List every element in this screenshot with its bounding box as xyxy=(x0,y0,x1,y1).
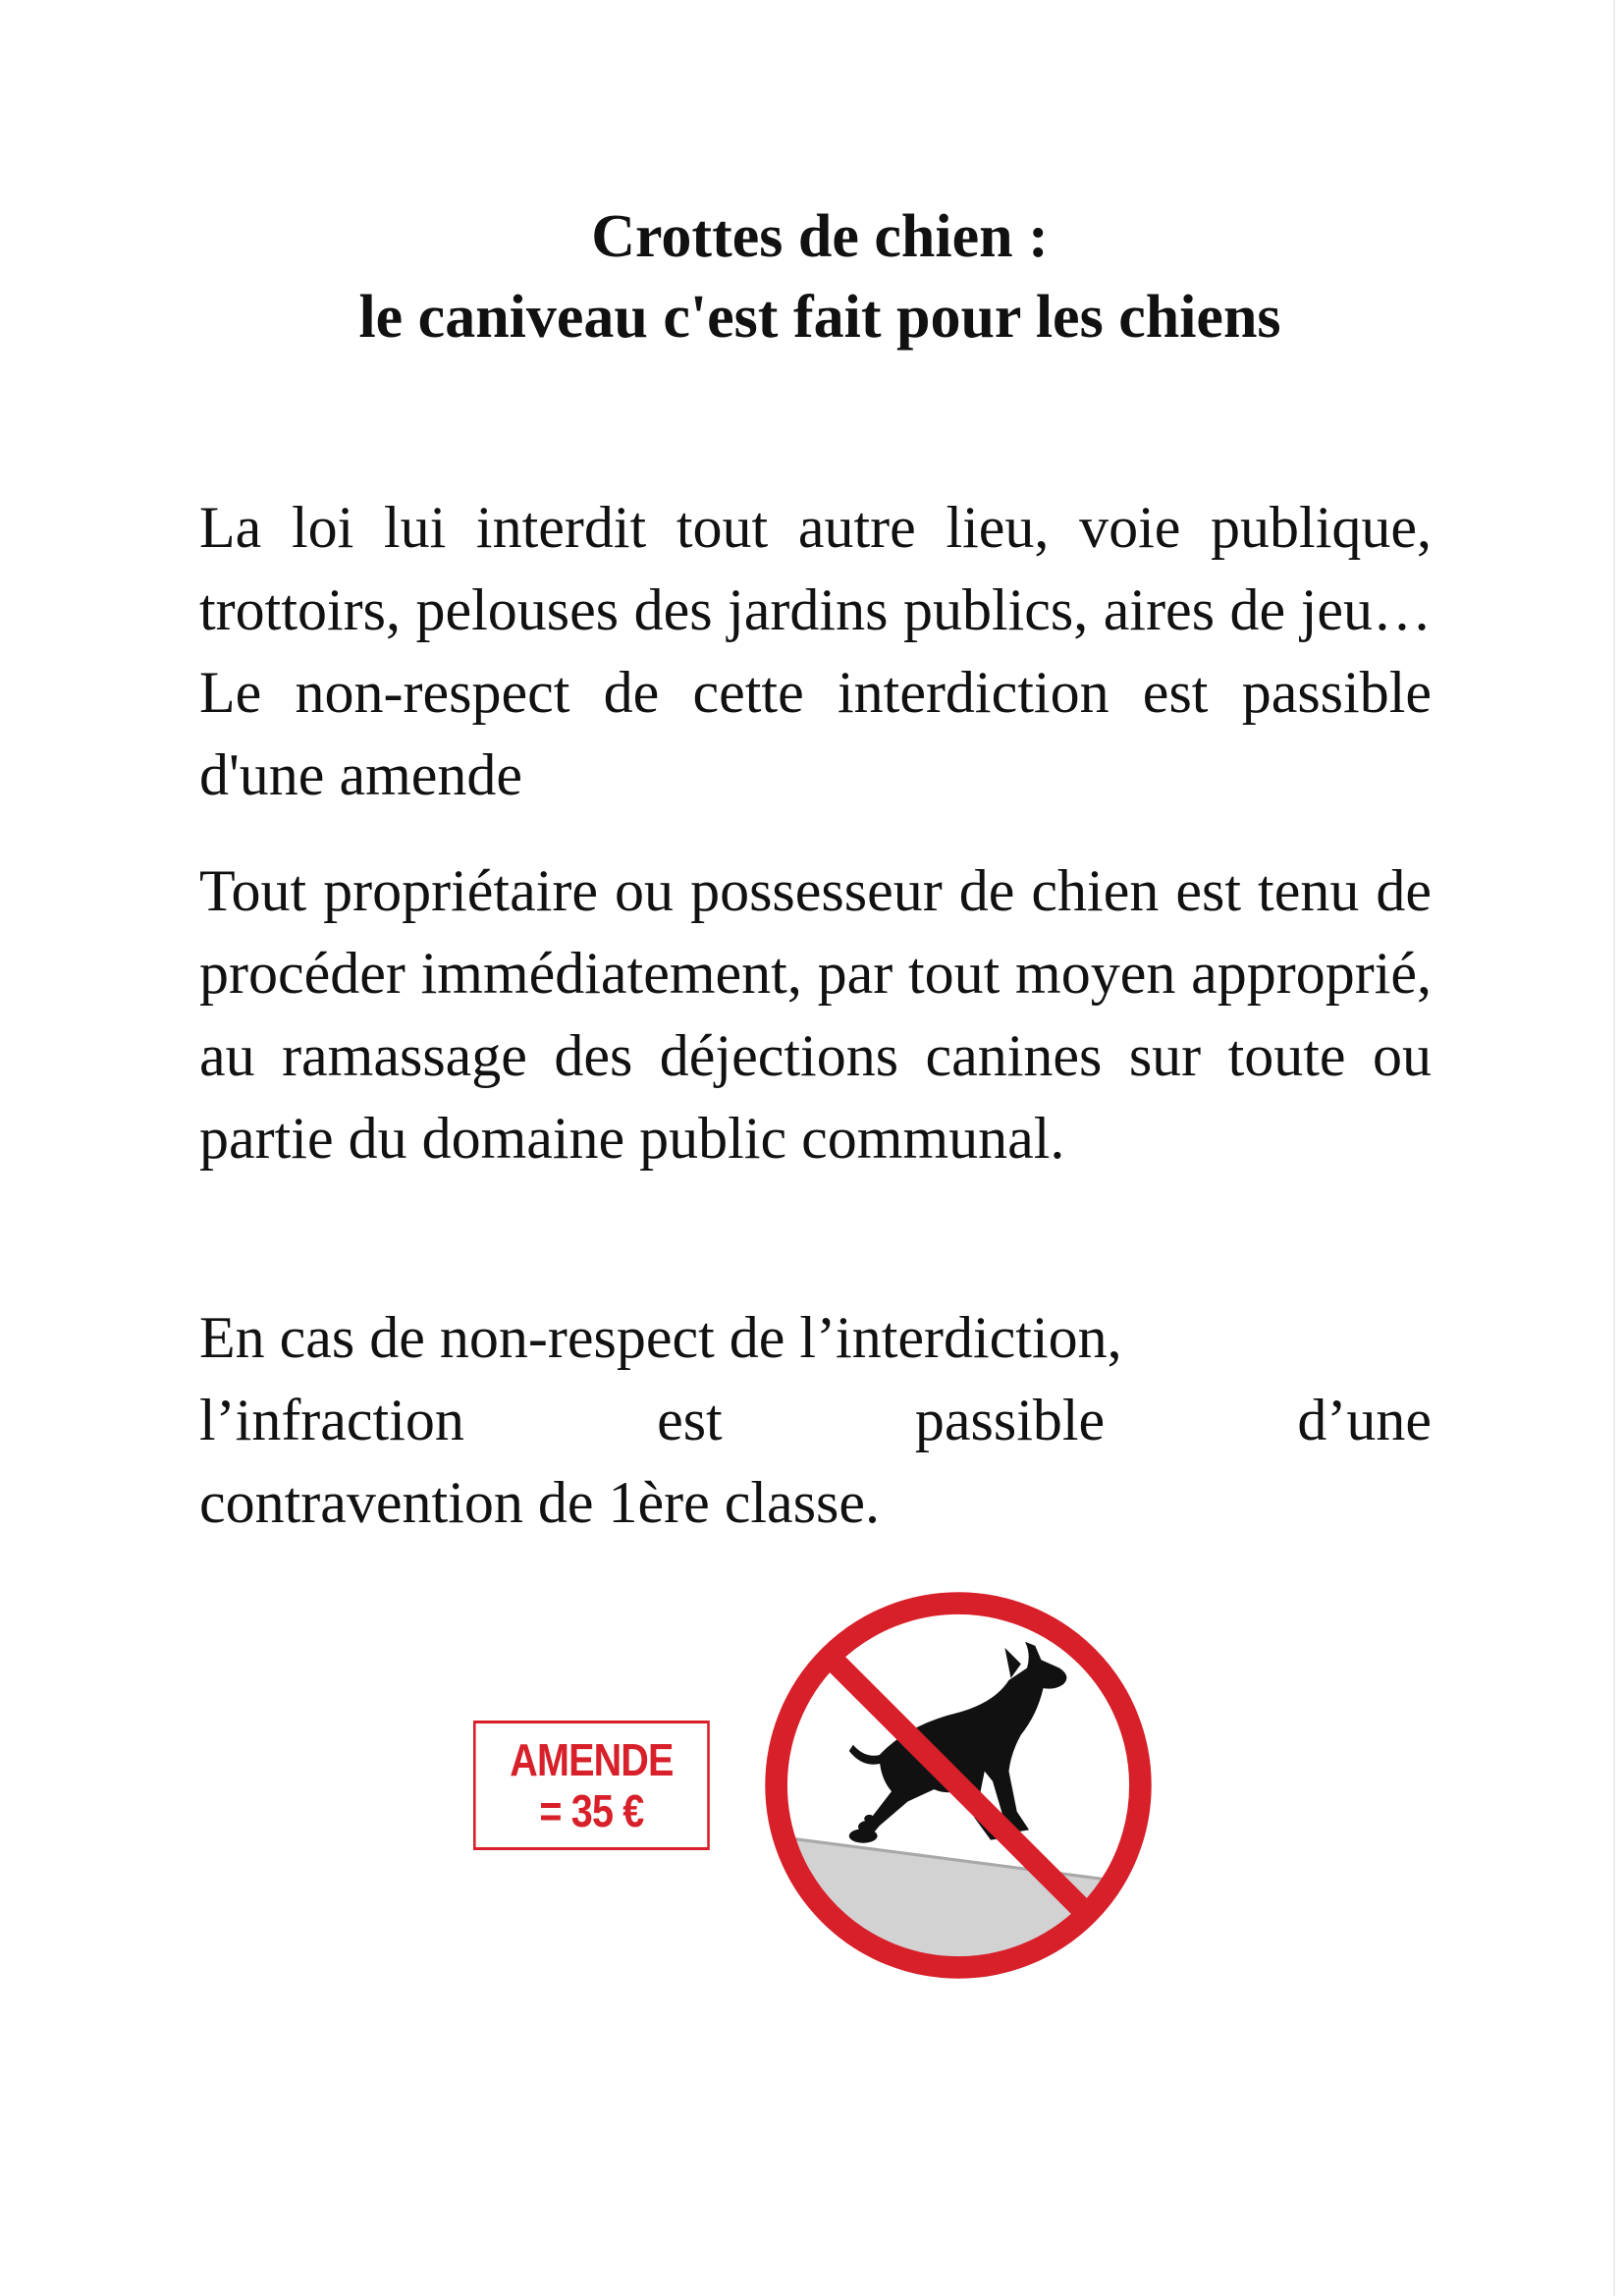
fine-label: AMENDE xyxy=(510,1734,674,1785)
fine-amount: = 35 € xyxy=(539,1785,644,1836)
paragraph-obligation: Tout propriétaire ou possesseur de chien est tenu de procéder immédiatement, par tout moyen approprié, au ramassage des déjections canines sur toute ou partie du domaine public communal. xyxy=(199,858,1432,1171)
paragraph-penalty xyxy=(199,1296,1432,1544)
title-line-2: le caniveau c'est fait pour les chiens xyxy=(358,284,1281,351)
penalty-line-1: En cas de non-respect de l’interdiction, xyxy=(199,1305,1122,1370)
page-edge xyxy=(1613,0,1615,2296)
penalty-word: l’infraction xyxy=(199,1388,464,1452)
no-dog-fouling-icon xyxy=(756,1583,1161,1988)
penalty-line-3: contravention de 1ère classe. xyxy=(199,1470,881,1535)
paragraph-law: La loi lui interdit tout autre lieu, voie publique, trottoirs, pelouses des jardins publics, aires de jeu… Le non-respect de cette interdiction est passible d'une amende xyxy=(199,495,1432,807)
penalty-line-2 xyxy=(199,1379,1432,1461)
penalty-word: passible xyxy=(914,1388,1106,1452)
penalty-word: est xyxy=(657,1388,723,1452)
penalty-word: d’une xyxy=(1297,1388,1432,1452)
fine-amount-box xyxy=(473,1721,710,1850)
title-line-1: Crottes de chien : xyxy=(591,203,1049,270)
page-title xyxy=(196,196,1443,357)
